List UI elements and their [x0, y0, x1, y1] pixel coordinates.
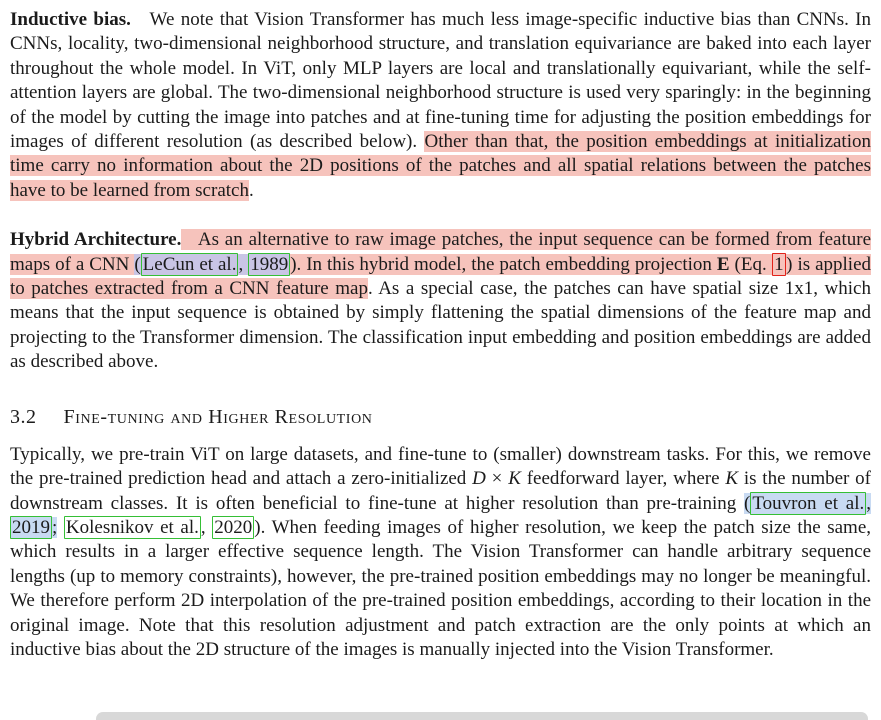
- citation-year-2019-link[interactable]: 2019: [12, 516, 50, 538]
- eq-1-link[interactable]: 1: [772, 253, 787, 276]
- text-segment: ). In this hybrid model, the patch embedding projection: [290, 253, 717, 275]
- text-segment: ,: [200, 516, 213, 538]
- text-segment: ;: [52, 516, 58, 538]
- text-segment: ×: [485, 468, 509, 490]
- paragraph-hybrid-architecture: [10, 228, 871, 374]
- citation-kolesnikov-et-al-link[interactable]: Kolesnikov et al.: [65, 516, 199, 538]
- text-segment: D: [472, 468, 486, 490]
- text-segment: .: [248, 179, 254, 201]
- section-heading-3-2: [10, 404, 871, 430]
- text-segment: Inductive bias.: [10, 9, 131, 30]
- section-number: 3.2: [10, 405, 37, 428]
- citation-touvron-et-al-link[interactable]: Touvron et al.: [752, 492, 865, 514]
- text-segment: Hybrid Architecture.: [10, 229, 182, 251]
- paragraph-fine-tuning: [10, 443, 871, 663]
- text-segment: ). When feeding images of higher resolution, we keep the patch size the same, which results in a larger effective sequence length. The Vision Transformer can handle arbitrary sequence lengths (up to memory constraints), however, the pre-trained position embeddings may no longer be meaningful. We therefore perform 2D interpolation of the pre-trained position embeddings, according to their location in the original image. Note that this resolution adjustment and patch extraction are the only points at which an inductive bias about the 2D structure of the images is manually injected into the Vision Transformer.: [10, 516, 872, 660]
- text-segment: feedforward layer, where: [520, 468, 726, 490]
- text-segment: is the number of downstream classes. It is often beneficial to fine-tune at higher resolution than pre-training: [10, 468, 871, 514]
- text-segment: We note that Vision Transformer has much less image-specific inductive bias than CNNs. In CNNs, locality, two-dimensional neighborhood structure, and translation equivariance are baked into each layer throughout the whole model. In ViT, only MLP layers are local and translationally equivariant, while the self-attention layers are global. The two-dimensional neighborhood structure is used very sparingly: in the beginning of the model by cutting the image into patches and at fine-tuning time for adjusting the position embeddings for images of different resolution (as described below).: [10, 9, 871, 153]
- highlight-inductive-bias: Other than that, the position embeddings at initialization time carry no information about the 2D positions of the patches and all spatial relations between the patches have to be learned from scratch: [10, 131, 871, 201]
- citation-year-1989-link[interactable]: 1989: [250, 253, 289, 275]
- text-segment: ,: [238, 253, 249, 275]
- text-segment: E: [716, 253, 730, 275]
- text-segment: K: [725, 468, 739, 490]
- citation-lecun-et-al-link[interactable]: LeCun et al.: [142, 253, 237, 275]
- section-title: Fine-tuning and Higher Resolution: [63, 405, 373, 428]
- text-segment: ) is applied to patches extracted from a CNN feature map: [10, 253, 872, 300]
- text-segment: [57, 517, 64, 538]
- text-segment: (Eq.: [729, 253, 772, 275]
- citation-year-2020-link[interactable]: 2020: [214, 516, 253, 538]
- paragraph-inductive-bias: [10, 8, 871, 203]
- text-segment: . As a special case, the patches can have spatial size 1x1, which means that the input sequence is obtained by simply flattening the spatial dimensions of the feature map and projecting to the Transformer dimension. The classification input embedding and position embeddings are added as described above.: [10, 278, 871, 373]
- highlight-hybrid-architecture: As an alternative to raw image patches, the input sequence can be formed from feature maps of a CNN: [10, 229, 871, 275]
- text-segment: (: [744, 492, 751, 514]
- text-segment: Typically, we pre-train ViT on large datasets, and fine-tune to (smaller) downstream tasks. For this, we remove the pre-trained prediction head and attach a zero-initialized: [10, 443, 871, 490]
- text-segment: ,: [866, 492, 871, 514]
- next-element-top-edge: [96, 712, 868, 720]
- text-segment: K: [508, 468, 521, 490]
- text-segment: (: [134, 253, 141, 275]
